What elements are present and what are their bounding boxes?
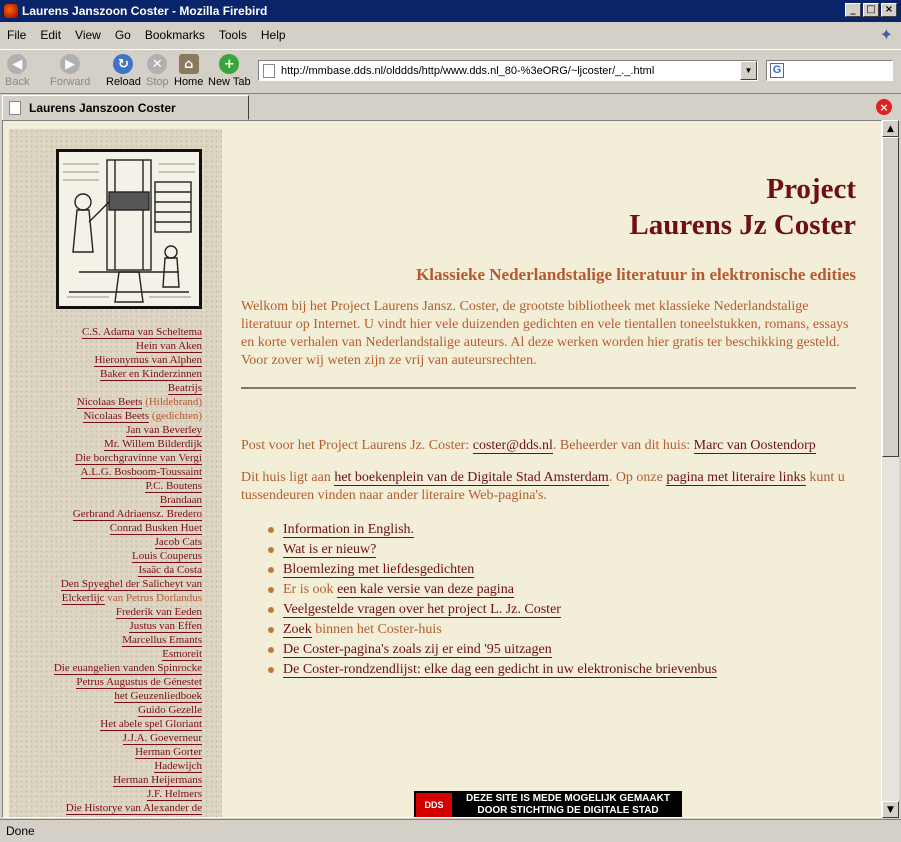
sidebar: [9, 129, 222, 818]
author-item: [2, 367, 202, 381]
list-item: [283, 580, 856, 600]
window-title: Laurens Janszoon Coster - Mozilla Firebird: [22, 4, 268, 18]
list-item: [283, 560, 856, 580]
tab-page-icon: [9, 101, 21, 115]
author-link[interactable]: Petrus Augustus de Génestet: [76, 676, 202, 688]
author-link[interactable]: Beatrijs: [167, 382, 202, 394]
menu-view[interactable]: View: [75, 28, 101, 42]
author-link[interactable]: Die euangelien vanden Spinrocke: [53, 662, 202, 674]
author-item: [2, 493, 202, 507]
author-item: [2, 633, 202, 647]
back-label: Back: [5, 76, 30, 88]
main-column: [241, 171, 856, 816]
list-item: [283, 540, 856, 560]
list-item-link[interactable]: Zoek: [283, 622, 312, 637]
author-note: (Hildebrand): [145, 396, 202, 408]
author-link[interactable]: C.S. Adama van Scheltema: [81, 326, 202, 338]
author-link[interactable]: Jacob Cats: [154, 536, 202, 548]
author-item: [2, 759, 202, 773]
list-item: [283, 520, 856, 540]
stop-label: Stop: [146, 76, 169, 88]
stop-icon: ✕: [147, 54, 167, 74]
banner-text: [454, 793, 682, 817]
author-item: [2, 675, 202, 689]
author-item: [2, 423, 202, 437]
url-text: http://mmbase.dds.nl/olddds/http/www.dds.nl_80-%3eORG/~ljcoster/_._.html: [281, 64, 655, 77]
home-button[interactable]: [174, 54, 203, 88]
email-link[interactable]: coster@dds.nl: [472, 438, 553, 453]
page-icon: [263, 64, 275, 78]
bullet-icon: [268, 607, 274, 613]
menu-go[interactable]: Go: [114, 28, 131, 42]
author-link[interactable]: Hein van Aken: [136, 340, 202, 352]
bullet-icon: [268, 587, 274, 593]
author-item: [2, 591, 202, 605]
reload-icon: ↻: [113, 54, 133, 74]
list-item-link[interactable]: Wat is er nieuw?: [283, 542, 377, 557]
contact-prefix: Post voor het Project Laurens Jz. Coster:: [241, 438, 473, 453]
author-link[interactable]: Isaäc da Costa: [138, 564, 202, 576]
author-link[interactable]: J.F. Helmers: [146, 788, 202, 800]
contact-mid: . Beheerder van dit huis:: [552, 438, 694, 453]
author-link[interactable]: Jan van Beverley: [126, 424, 202, 436]
minimize-button[interactable]: _: [845, 3, 861, 17]
page-subtitle: Klassieke Nederlandstalige literatuur in elektronische edities: [416, 265, 856, 284]
close-window-button[interactable]: ×: [881, 3, 897, 17]
new-tab-label: New Tab: [208, 76, 251, 88]
author-note: (gedichten): [151, 410, 202, 422]
bullet-icon: [268, 647, 274, 653]
home-icon: ⌂: [179, 54, 199, 74]
author-item: [2, 465, 202, 479]
author-link[interactable]: Guido Gezelle: [138, 704, 202, 716]
bullet-icon: [268, 627, 274, 633]
maximize-button[interactable]: □: [863, 3, 879, 17]
author-link[interactable]: Elckerlijc: [61, 592, 105, 604]
tab-laurens-janszoon-coster[interactable]: [2, 95, 249, 120]
intro-paragraph: Welkom bij het Project Laurens Jansz. Coster, de grootste bibliotheek met klassieke Nederlandstalige literatuur op Internet. U vindt hier vele duizenden gedichten en vele tientallen toneelstukken, romans, essays en korte verhalen van Nederlandstalige auteurs. Al deze werken worden hier gratis ter beschikking gesteld. Voor zover wij weten zijn ze vrij van auteursrechten.: [241, 299, 849, 368]
huis-suffix: kunt u tussendeuren vinden naar ander literaire Web-pagina's.: [241, 470, 845, 503]
list-item-link[interactable]: De Coster-pagina's zoals zij er eind '95 uitzagen: [283, 642, 552, 657]
forward-arrow-icon: ▶: [60, 54, 80, 74]
reload-label: Reload: [106, 76, 141, 88]
author-link[interactable]: Nicolaas Beets: [76, 396, 143, 408]
author-list: [2, 325, 202, 815]
new-tab-button[interactable]: [208, 54, 251, 88]
banner-line-1: DEZE SITE IS MEDE MOGELIJK GEMAAKT: [466, 793, 670, 804]
horizontal-rule: [241, 387, 856, 389]
page-title: [241, 171, 856, 243]
tab-bar: [0, 93, 901, 119]
stop-button[interactable]: [146, 54, 169, 88]
back-button[interactable]: [5, 54, 29, 88]
status-text: Done: [6, 824, 35, 838]
boekenplein-link[interactable]: het boekenplein van de Digitale Stad Amsterdam: [334, 470, 609, 485]
close-tab-icon[interactable]: ×: [876, 99, 892, 115]
list-item-link[interactable]: Bloemlezing met liefdesgedichten: [283, 562, 475, 577]
list-item: [283, 600, 856, 620]
new-tab-plus-icon: +: [219, 54, 239, 74]
author-item: [2, 801, 202, 815]
vertical-scrollbar[interactable]: [882, 120, 899, 818]
huis-paragraph: [241, 469, 856, 505]
author-link[interactable]: Hadewijch: [154, 760, 202, 772]
author-link[interactable]: Herman Gorter: [135, 746, 202, 758]
url-dropdown-button[interactable]: ▼: [740, 61, 757, 80]
dds-sponsor-banner[interactable]: [414, 791, 682, 818]
author-item: [2, 745, 202, 759]
author-link[interactable]: Esmoreit: [162, 648, 202, 660]
author-link[interactable]: A.L.G. Bosboom-Toussaint: [80, 466, 202, 478]
huis-prefix: Dit huis ligt aan: [241, 470, 335, 485]
home-label: Home: [174, 76, 204, 88]
reload-button[interactable]: [106, 54, 141, 88]
author-note: van Petrus Dorlandus: [107, 592, 202, 604]
menu-bar: [0, 23, 901, 47]
list-item-link[interactable]: De Coster-rondzendlijst: elke dag een gedicht in uw elektronische brievenbus: [283, 662, 717, 677]
author-item: [2, 339, 202, 353]
author-link[interactable]: Die Historye van Alexander de: [65, 802, 202, 814]
author-item: [2, 689, 202, 703]
scroll-down-arrow-icon[interactable]: ▼: [882, 801, 899, 818]
dds-logo: DDS: [414, 791, 454, 818]
list-item-link[interactable]: Veelgestelde vragen over het project L. Jz. Coster: [283, 602, 561, 617]
list-item-link[interactable]: een kale versie van deze pagina: [337, 582, 514, 597]
author-link[interactable]: Die borchgravinne van Vergi: [75, 452, 202, 464]
author-link[interactable]: Het abele spel Gloriant: [100, 718, 202, 730]
author-item: [2, 325, 202, 339]
author-item: [2, 521, 202, 535]
author-item: [2, 479, 202, 493]
author-item: [2, 563, 202, 577]
author-link[interactable]: Louis Couperus: [132, 550, 202, 562]
author-item: [2, 787, 202, 801]
bullet-icon: [268, 527, 274, 533]
literaire-links-link[interactable]: pagina met literaire links: [666, 470, 806, 485]
author-item: [2, 731, 202, 745]
author-item: [2, 353, 202, 367]
bullet-icon: [268, 567, 274, 573]
google-icon: G: [770, 63, 784, 78]
author-item: [2, 703, 202, 717]
list-item-suffix: binnen het Coster-huis: [311, 622, 442, 637]
author-item: [2, 717, 202, 731]
author-link[interactable]: Den Spyeghel der Salicheyt van: [60, 578, 202, 590]
author-item: [2, 381, 202, 395]
author-item: [2, 451, 202, 465]
scrollbar-thumb[interactable]: [882, 137, 899, 457]
author-link[interactable]: Nicolaas Beets: [83, 410, 150, 422]
scroll-up-arrow-icon[interactable]: ▲: [882, 120, 899, 137]
forward-label: Forward: [50, 76, 91, 88]
contact-paragraph: [241, 436, 856, 455]
author-item: [2, 577, 202, 591]
url-bar[interactable]: [258, 60, 758, 81]
menu-help[interactable]: Help: [260, 28, 286, 42]
author-item: [2, 773, 202, 787]
author-item: [2, 605, 202, 619]
forward-button[interactable]: [50, 54, 90, 88]
author-link[interactable]: Herman Heijermans: [113, 774, 202, 786]
list-item: [283, 640, 856, 660]
author-item: [2, 395, 202, 409]
status-bar: [0, 819, 901, 842]
author-item: [2, 549, 202, 563]
huis-mid: . Op onze: [608, 470, 667, 485]
menu-edit[interactable]: Edit: [40, 28, 62, 42]
page-content: [2, 120, 882, 818]
author-item: [2, 535, 202, 549]
list-item-link[interactable]: Information in English.: [283, 522, 415, 537]
author-link[interactable]: Gerbrand Adriaensz. Bredero: [72, 508, 202, 520]
throbber-icon: ✦: [879, 27, 893, 44]
author-item: [2, 661, 202, 675]
author-link[interactable]: Frederik van Eeden: [115, 606, 202, 618]
author-link[interactable]: Hieronymus van Alphen: [94, 354, 202, 366]
menu-file[interactable]: File: [7, 28, 27, 42]
back-arrow-icon: ◀: [7, 54, 27, 74]
author-link[interactable]: Brandaan: [159, 494, 202, 506]
author-link[interactable]: P.C. Boutens: [145, 480, 202, 492]
tab-title: Laurens Janszoon Coster: [29, 100, 176, 115]
author-item: [2, 409, 202, 423]
firebird-app-icon: [4, 4, 18, 18]
title-line-1: Project: [766, 173, 856, 205]
author-link[interactable]: J.J.A. Goeverneur: [122, 732, 202, 744]
author-link[interactable]: Marcellus Emants: [122, 634, 202, 646]
list-item-prefix: Er is ook: [283, 582, 338, 597]
author-link[interactable]: Justus van Effen: [129, 620, 202, 632]
list-item: [283, 620, 856, 640]
bullet-icon: [268, 667, 274, 673]
banner-line-2: DOOR STICHTING DE DIGITALE STAD: [477, 805, 659, 816]
list-item: [283, 660, 856, 680]
menu-tools[interactable]: Tools: [218, 28, 247, 42]
author-item: [2, 647, 202, 661]
link-list: [283, 520, 856, 680]
title-line-2: Laurens Jz Coster: [629, 209, 856, 241]
title-bar: [0, 0, 901, 22]
author-item: [2, 507, 202, 521]
author-item: [2, 619, 202, 633]
author-link[interactable]: Conrad Busken Huet: [109, 522, 202, 534]
author-item: [2, 437, 202, 451]
author-link[interactable]: Baker en Kinderzinnen: [99, 368, 202, 380]
author-link[interactable]: Mr. Willem Bilderdijk: [103, 438, 202, 450]
author-link[interactable]: het Geuzenliedboek: [114, 690, 202, 702]
search-input[interactable]: [766, 60, 893, 81]
menu-bookmarks[interactable]: Bookmarks: [144, 28, 205, 42]
admin-link[interactable]: Marc van Oostendorp: [693, 438, 816, 453]
printing-press-woodcut-image: [56, 149, 202, 309]
bullet-icon: [268, 547, 274, 553]
